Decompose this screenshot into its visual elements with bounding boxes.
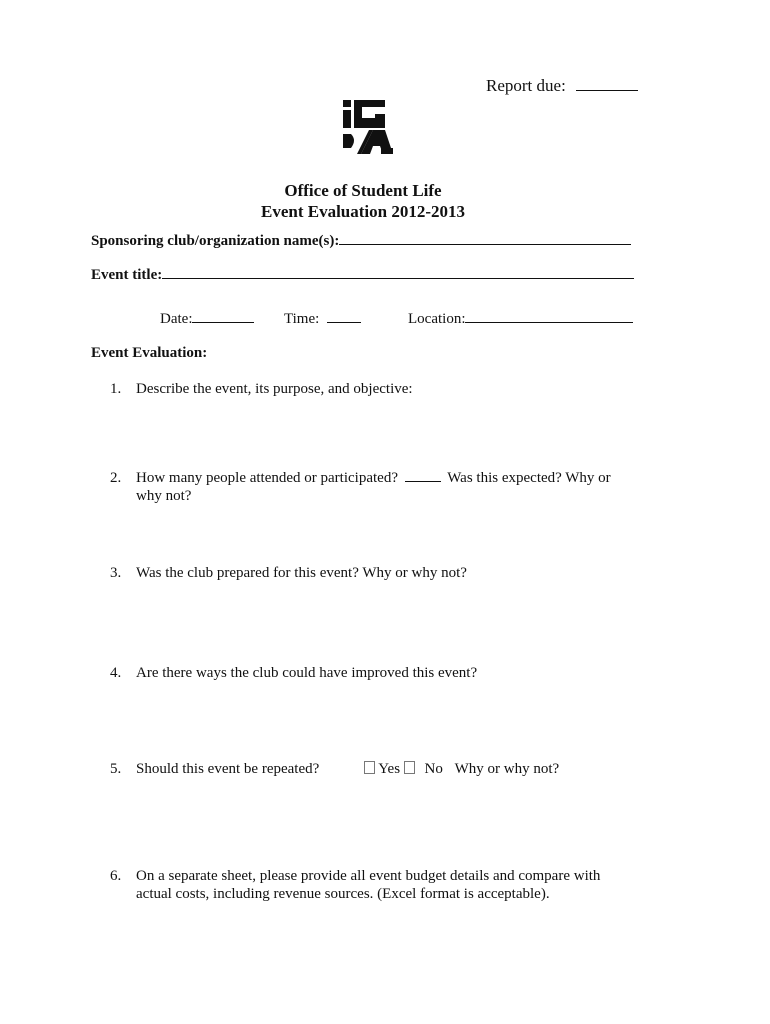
question-number: 2. [110,470,122,486]
question-text: Are there ways the club could have improved this event? [136,665,478,681]
question-number: 5. [110,761,122,777]
question-number: 3. [110,565,122,581]
location-label: Location: [408,311,466,327]
event-title-row [91,264,634,284]
time-row [284,308,361,328]
question-text-line1 [136,469,611,487]
time-label: Time: [284,311,320,327]
question-text: Describe the event, its purpose, and objective: [136,381,413,397]
sponsor-row [91,230,631,250]
question-text-line2: why not? [136,488,192,504]
event-title-field[interactable] [162,264,634,279]
title-event-evaluation: Event Evaluation 2012-2013 [260,202,466,221]
question-number: 6. [110,868,122,884]
attendance-field[interactable] [405,469,441,482]
question-text: Should this event be repeated? [136,761,320,777]
event-title-label: Event title: [91,267,163,283]
report-due-field[interactable] [576,76,638,91]
date-row [160,308,254,328]
repeat-options [364,760,559,778]
question-text-part-a: How many people attended or participated? [136,470,398,486]
question-text-part-b: Was this expected? Why or [447,470,611,486]
report-due [486,76,638,96]
question-number: 1. [110,381,122,397]
title-office: Office of Student Life [284,181,442,200]
time-field[interactable] [327,308,361,323]
event-evaluation-heading: Event Evaluation: [91,345,208,361]
no-checkbox[interactable] [404,761,415,774]
why-label: Why or why not? [454,761,560,777]
date-label: Date: [160,311,193,327]
question-text: Was the club prepared for this event? Why or why not? [136,565,467,581]
yes-checkbox[interactable] [364,761,375,774]
date-field[interactable] [192,308,254,323]
no-label: No [424,761,443,777]
question-text-line2: actual costs, including revenue sources. (Excel format is acceptable). [136,886,550,902]
question-number: 4. [110,665,122,681]
question-text-line1: On a separate sheet, please provide all event budget details and compare with [136,868,601,884]
yes-label: Yes [378,761,401,777]
location-field[interactable] [465,308,633,323]
sponsor-label: Sponsoring club/organization name(s): [91,233,340,249]
location-row [408,308,633,328]
sponsor-field[interactable] [339,230,631,245]
sga-logo [337,98,397,156]
report-due-label: Report due: [486,76,566,95]
